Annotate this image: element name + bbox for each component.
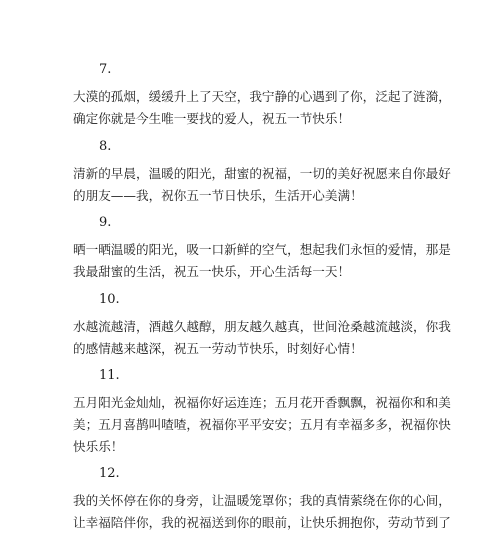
greeting-entry-11 (73, 368, 451, 458)
entry-text-line: 的感情越来越深，祝五一劳动节快乐，时刻好心情！ (73, 341, 363, 356)
entry-text-line: 晒一晒温暖的阳光，吸一口新鲜的空气，想起我们永恒的爱情，那是 (73, 242, 451, 257)
entry-text-line: 清新的早晨，温暖的阳光，甜蜜的祝福，一切的美好祝愿来自你最好 (73, 166, 451, 181)
entry-number: 7. (99, 62, 112, 77)
entry-text-line: 水越流越清，酒越久越醇，朋友越久越真，世间沧桑越流越淡，你我 (73, 319, 451, 334)
entry-text-line: 大漠的孤烟，缓缓升上了天空，我宁静的心遇到了你，泛起了涟漪， (73, 89, 451, 104)
entry-text-line: 美；五月喜鹊叫喳喳，祝福你平平安安；五月有幸福多多，祝福你快 (73, 417, 451, 432)
entry-text-line: 的朋友——我，祝你五一节日快乐，生活开心美满！ (73, 188, 363, 203)
greeting-entry-12 (73, 466, 451, 534)
entry-number: 9. (99, 215, 112, 230)
entry-text-line: 确定你就是今生唯一要找的爱人，祝五一节快乐！ (73, 111, 351, 126)
entry-text-line: 我最甜蜜的生活，祝五一快乐，开心生活每一天！ (73, 264, 351, 279)
entry-text-line: 五月阳光金灿灿，祝福你好运连连；五月花开香飘飘，祝福你和和美 (73, 395, 451, 410)
entry-text-line: 快乐乐！ (73, 439, 124, 454)
greeting-entry-8 (73, 139, 451, 207)
greeting-entry-7 (73, 62, 451, 130)
entry-number: 11. (99, 368, 120, 383)
entry-number: 8. (99, 139, 112, 154)
entry-text-line: 让幸福陪伴你，我的祝福送到你的眼前，让快乐拥抱你，劳动节到了 (73, 515, 451, 530)
entry-number: 12. (99, 466, 120, 481)
entry-text-line: 我的关怀停在你的身旁，让温暖笼罩你；我的真情萦绕在你的心间， (73, 493, 451, 508)
greeting-entry-10 (73, 292, 451, 360)
greeting-entry-9 (73, 215, 451, 283)
entry-number: 10. (99, 292, 120, 307)
